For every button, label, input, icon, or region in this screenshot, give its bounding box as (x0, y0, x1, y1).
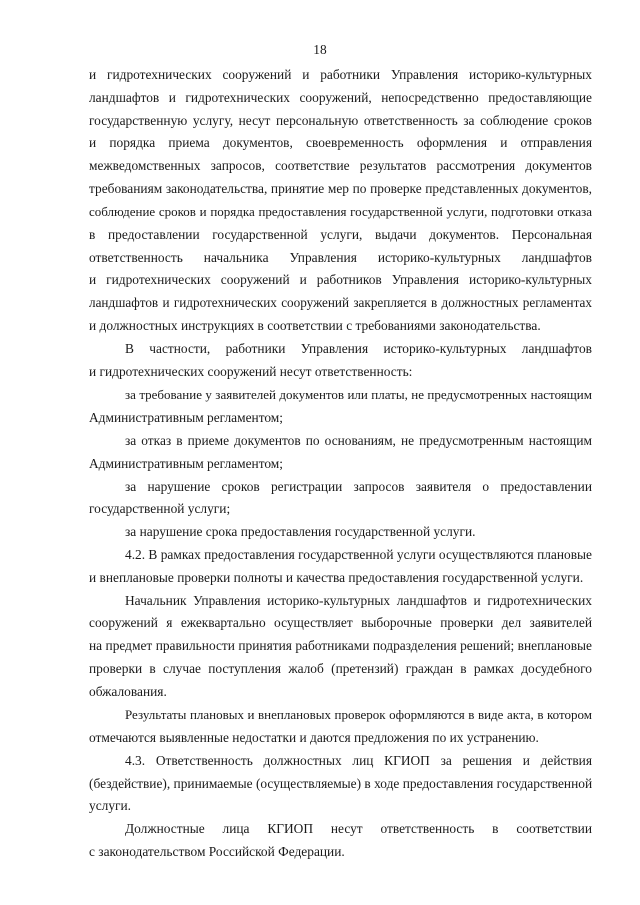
text-line: государственной услуги; (89, 501, 231, 516)
text-line: ответственность начальника Управления историко-культурных ландшафтов (89, 250, 592, 265)
text-line: ландшафтов и гидротехнических сооружений закрепляется в должностных регламентах (89, 295, 592, 310)
text-line: услуги. (89, 798, 132, 813)
text-line: требованиям законодательства, принятие мер по проверке представленных документов, (89, 181, 592, 196)
text-line: сооружений я ежеквартально осуществляет выборочные проверки дел заявителей (89, 615, 592, 630)
text-line: Начальник Управления историко-культурных ландшафтов и гидротехнических (125, 593, 592, 608)
text-line: Административным регламентом; (89, 456, 283, 471)
text-line: ландшафтов и гидротехнических сооружений, непосредственно предоставляющие (89, 90, 592, 105)
text-line: Результаты плановых и внеплановых проверок оформляются в виде акта, в котором (125, 707, 592, 722)
page-number: 18 (313, 42, 327, 57)
text-line: за отказ в приеме документов по основаниям, не предусмотренным настоящим (125, 433, 592, 448)
text-line: и порядка приема документов, своевременность оформления и отправления (89, 135, 592, 150)
text-line: и гидротехнических сооружений и работников Управления историко-культурных (89, 272, 592, 287)
text-line: с законодательством Российской Федерации. (89, 844, 345, 859)
text-line: В частности, работники Управления историко-культурных ландшафтов (125, 341, 592, 356)
text-line: в предоставлении государственной услуги, выдачи документов. Персональная (89, 227, 592, 242)
text-line: и внеплановые проверки полноты и качества предоставления государственной услуги. (89, 570, 584, 585)
text-line: (бездействие), принимаемые (осуществляемые) в ходе предоставления государственной (89, 776, 593, 791)
text-line: проверки в случае поступления жалоб (претензий) граждан в рамках досудебного (89, 661, 592, 676)
text-line: отмечаются выявленные недостатки и даются предложения по их устранению. (89, 730, 539, 745)
text-line: и должностных инструкциях в соответствии с требованиями законодательства. (89, 318, 541, 333)
text-line: за нарушение срока предоставления государственной услуги. (125, 524, 476, 539)
text-line: 4.3. Ответственность должностных лиц КГИОП за решения и действия (125, 753, 592, 768)
text-line: 4.2. В рамках предоставления государственной услуги осуществляются плановые (125, 547, 592, 562)
text-line: государственную услугу, несут персональную ответственность за соблюдение сроков (89, 113, 592, 128)
text-line: соблюдение сроков и порядка предоставления государственной услуги, подготовки отказа (89, 204, 592, 219)
text-line: и гидротехнических сооружений и работники Управления историко-культурных (89, 67, 592, 82)
text-line: за требование у заявителей документов или платы, не предусмотренных настоящим (125, 387, 592, 402)
text-line: межведомственных запросов, соответствие результатов рассмотрения документов (89, 158, 592, 173)
text-line: и гидротехнических сооружений несут ответственность: (89, 364, 413, 379)
text-line: на предмет правильности принятия работниками подразделения решений; внеплановые (89, 638, 592, 653)
text-line: обжалования. (89, 684, 167, 699)
text-line: Административным регламентом; (89, 410, 283, 425)
text-line: Должностные лица КГИОП несут ответственность в соответствии (125, 821, 592, 836)
text-line: за нарушение сроков регистрации запросов заявителя о предоставлении (125, 479, 592, 494)
